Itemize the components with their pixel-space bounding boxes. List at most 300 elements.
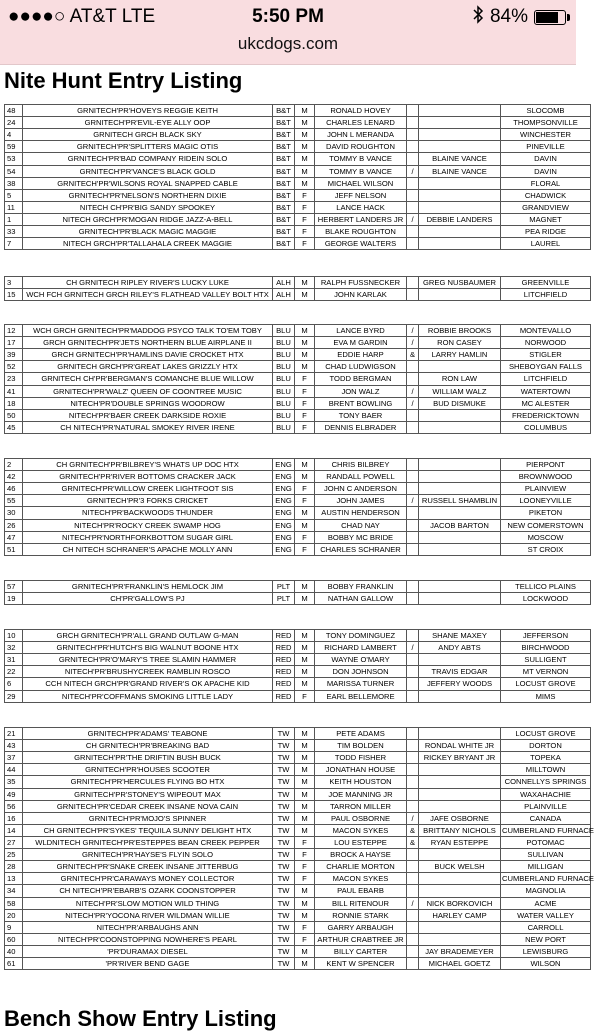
breed-cell: ALH xyxy=(273,277,295,289)
dog-name-cell: 'PR'DURAMAX DIESEL xyxy=(23,945,273,957)
dog-name-cell: GRNITECH'PR'EVIL-EYE ALLY OOP xyxy=(23,117,273,129)
city-cell: MILLIGAN xyxy=(501,861,591,873)
dog-name-cell: GRNITECH'PR'ADAMS' TEABONE xyxy=(23,728,273,740)
table-row xyxy=(5,519,591,531)
dog-name-cell: WCH FCH GRNITECH GRCH RILEY'S FLATHEAD VALLEY BOLT HTX xyxy=(23,289,273,301)
city-cell: CUMBERLAND FURNACE xyxy=(502,874,594,884)
page-title: Nite Hunt Entry Listing xyxy=(4,68,243,93)
city-cell: GREENVILLE xyxy=(501,277,591,289)
breed-cell: ENG xyxy=(273,471,295,483)
city-cell: CHADWICK xyxy=(501,189,591,201)
co-owner-cell xyxy=(419,105,501,117)
co-owner-cell xyxy=(419,226,501,238)
separator-cell xyxy=(407,909,419,921)
breed-cell: TW xyxy=(273,752,295,764)
entry-number-cell: 60 xyxy=(5,933,23,945)
breed-cell: B&T xyxy=(273,117,295,129)
breed-cell: PLT xyxy=(273,593,295,605)
table-row xyxy=(5,728,591,740)
separator-cell xyxy=(407,933,419,945)
co-owner-cell: ANDY ABTS xyxy=(419,642,501,654)
co-owner-cell xyxy=(419,933,501,945)
dog-name-cell: GRNITECH'PR'3 FORKS CRICKET xyxy=(23,495,273,507)
breed-cell: TW xyxy=(273,861,295,873)
dog-name-cell: GRNITECH GRCH'PR'GREAT LAKES GRIZZLY HTX xyxy=(23,361,273,373)
table-row xyxy=(5,945,591,957)
separator-cell xyxy=(407,666,419,678)
entry-number-cell: 12 xyxy=(5,325,23,337)
entry-number-cell: 28 xyxy=(5,861,23,873)
sex-cell: M xyxy=(295,459,315,471)
breed-cell: BLU xyxy=(273,325,295,337)
entry-number-cell: 4 xyxy=(5,129,23,141)
dog-name-cell: GRNITECH'PR'HAYSE'S FLYIN SOLO xyxy=(23,849,273,861)
table-row xyxy=(5,361,591,373)
owner-cell: CHARLIE MORTON xyxy=(315,861,407,873)
sex-cell: F xyxy=(295,531,315,543)
breed-cell: BLU xyxy=(273,361,295,373)
table-row xyxy=(5,289,591,301)
separator-cell xyxy=(407,861,419,873)
dog-name-cell: GRNITECH'PR'HOVEYS REGGIE KEITH xyxy=(23,105,273,117)
separator-cell xyxy=(407,129,419,141)
city-cell: CARROLL xyxy=(501,921,591,933)
owner-cell: BROCK A HAYSE xyxy=(315,849,407,861)
dog-name-cell: GRCH GRNITECH'PR'JETS NORTHERN BLUE AIRPLANE II xyxy=(23,337,273,349)
co-owner-cell xyxy=(419,471,501,483)
breed-cell: BLU xyxy=(273,385,295,397)
entry-number-cell: 13 xyxy=(5,873,23,885)
city-cell: TELLICO PLAINS xyxy=(501,581,591,593)
sex-cell: M xyxy=(295,277,315,289)
table-row xyxy=(5,752,591,764)
table-row xyxy=(5,373,591,385)
dog-name-cell: CH'PR'GALLOW'S PJ xyxy=(23,593,273,605)
entry-number-cell: 19 xyxy=(5,593,23,605)
dog-name-cell: GRNITECH'PR'BAD COMPANY RIDEIN SOLO xyxy=(23,153,273,165)
entry-number-cell: 54 xyxy=(5,165,23,177)
entry-number-cell: 44 xyxy=(5,764,23,776)
separator-cell xyxy=(407,409,419,421)
breed-cell: TW xyxy=(273,873,295,885)
entry-number-cell: 25 xyxy=(5,849,23,861)
battery-percent: 84% xyxy=(489,6,528,27)
dog-name-cell: WCH GRCH GRNITECH'PR'MADDOG PSYCO TALK TO'EM TOBY xyxy=(23,325,273,337)
breed-cell: B&T xyxy=(273,189,295,201)
city-cell: DAVIN xyxy=(501,165,591,177)
breed-cell: ENG xyxy=(273,531,295,543)
table-row xyxy=(5,105,591,117)
entry-number-cell: 17 xyxy=(5,337,23,349)
sex-cell: M xyxy=(295,630,315,642)
sex-cell: F xyxy=(295,397,315,409)
breed-cell: ENG xyxy=(273,507,295,519)
table-row xyxy=(5,800,591,812)
owner-cell: CHRIS BILBREY xyxy=(315,459,407,471)
breed-cell: B&T xyxy=(273,105,295,117)
table-row xyxy=(5,849,591,861)
bluetooth-icon xyxy=(473,6,484,28)
entry-group-table xyxy=(4,276,591,301)
table-row xyxy=(5,495,591,507)
city-cell: PINEVILLE xyxy=(501,141,591,153)
sex-cell: M xyxy=(295,117,315,129)
owner-cell: BOBBY FRANKLIN xyxy=(315,581,407,593)
entry-number-cell: 53 xyxy=(5,153,23,165)
dog-name-cell: GRNITECH'PR'HOUSES SCOOTER xyxy=(23,764,273,776)
co-owner-cell: BLAINE VANCE xyxy=(419,165,501,177)
entry-number-cell: 22 xyxy=(5,666,23,678)
address-bar-url[interactable]: ukcdogs.com xyxy=(237,34,339,53)
dog-name-cell: GRNITECH'PR'WILSONS ROYAL SNAPPED CABLE xyxy=(23,177,273,189)
entry-number-cell: 10 xyxy=(5,630,23,642)
breed-cell: ENG xyxy=(273,459,295,471)
sex-cell: M xyxy=(295,593,315,605)
city-cell: ST CROIX xyxy=(501,543,591,555)
sex-cell: M xyxy=(295,740,315,752)
owner-cell: KEITH HOUSTON xyxy=(315,776,407,788)
city-cell: PLAINVILLE xyxy=(501,800,591,812)
co-owner-cell xyxy=(419,873,501,885)
separator-cell: & xyxy=(407,349,419,361)
table-row xyxy=(5,531,591,543)
city-cell: LITCHFIELD xyxy=(501,289,591,301)
co-owner-cell xyxy=(419,117,501,129)
breed-cell: ALH xyxy=(273,289,295,301)
sex-cell: F xyxy=(295,873,315,885)
entry-group-table xyxy=(4,727,594,970)
entry-number-cell: 33 xyxy=(5,226,23,238)
owner-cell: JOE MANNING JR xyxy=(315,788,407,800)
separator-cell xyxy=(407,690,419,702)
dog-name-cell: NITECH'PR'ROCKY CREEK SWAMP HOG xyxy=(23,519,273,531)
entry-number-cell: 15 xyxy=(5,289,23,301)
sex-cell: F xyxy=(295,690,315,702)
co-owner-cell: BUD DISMUKE xyxy=(419,397,501,409)
sex-cell: F xyxy=(295,543,315,555)
city-cell: THOMPSONVILLE xyxy=(501,117,591,129)
entry-number-cell: 35 xyxy=(5,776,23,788)
dog-name-cell: CH GRNITECH RIPLEY RIVER'S LUCKY LUKE xyxy=(23,277,273,289)
city-cell: SULLIGENT xyxy=(501,654,591,666)
breed-cell: B&T xyxy=(273,153,295,165)
sex-cell: M xyxy=(295,105,315,117)
separator-cell: / xyxy=(407,642,419,654)
co-owner-cell: BRITTANY NICHOLS xyxy=(419,824,501,836)
owner-cell: CHAD LUDWIGSON xyxy=(315,361,407,373)
sex-cell: F xyxy=(295,226,315,238)
separator-cell: / xyxy=(407,165,419,177)
entry-number-cell: 32 xyxy=(5,642,23,654)
city-cell: LOONEYVILLE xyxy=(501,495,591,507)
sex-cell: M xyxy=(295,812,315,824)
sex-cell: M xyxy=(295,958,315,970)
sex-cell: M xyxy=(295,752,315,764)
city-cell: TOPEKA xyxy=(501,752,591,764)
sex-cell: M xyxy=(295,776,315,788)
separator-cell xyxy=(407,177,419,189)
owner-cell: WAYNE O'MARY xyxy=(315,654,407,666)
entry-number-cell: 43 xyxy=(5,740,23,752)
city-cell: WATER VALLEY xyxy=(501,909,591,921)
separator-cell: / xyxy=(407,812,419,824)
dog-name-cell: NITECH'PR'NORTHFORKBOTTOM SUGAR GIRL xyxy=(23,531,273,543)
dog-name-cell: GRNITECH'PR'RIVER BOTTOMS CRACKER JACK xyxy=(23,471,273,483)
separator-cell xyxy=(407,654,419,666)
city-cell: MOSCOW xyxy=(501,531,591,543)
entry-number-cell: 7 xyxy=(5,238,23,250)
table-row xyxy=(5,153,591,165)
owner-cell: MACON SYKES xyxy=(315,824,407,836)
separator-cell xyxy=(407,483,419,495)
owner-cell: GARRY ARBAUGH xyxy=(315,921,407,933)
sex-cell: F xyxy=(295,483,315,495)
breed-cell: TW xyxy=(273,776,295,788)
table-row xyxy=(5,897,591,909)
dog-name-cell: NITECH'PR'BAER CREEK DARKSIDE ROXIE xyxy=(23,409,273,421)
dog-name-cell: CCH NITECH GRCH'PR'GRAND RIVER'S OK APACHE KID xyxy=(23,678,273,690)
co-owner-cell xyxy=(419,421,501,433)
owner-cell: TONY BAER xyxy=(315,409,407,421)
entry-number-cell: 11 xyxy=(5,201,23,213)
table-row xyxy=(5,788,591,800)
breed-cell: B&T xyxy=(273,129,295,141)
entry-number-cell: 61 xyxy=(5,958,23,970)
owner-cell: TARRON MILLER xyxy=(315,800,407,812)
co-owner-cell: RYAN ESTEPPE xyxy=(419,836,501,848)
co-owner-cell xyxy=(419,654,501,666)
sex-cell: M xyxy=(295,654,315,666)
co-owner-cell xyxy=(419,129,501,141)
breed-cell: TW xyxy=(273,824,295,836)
owner-cell: DENNIS ELBRADER xyxy=(315,421,407,433)
table-row xyxy=(5,885,591,897)
breed-cell: TW xyxy=(273,885,295,897)
separator-cell xyxy=(407,117,419,129)
city-cell: CANADA xyxy=(501,812,591,824)
owner-cell: JOHN L MERANDA xyxy=(315,129,407,141)
city-cell: SULLIVAN xyxy=(501,849,591,861)
dog-name-cell: GRNITECH'PR'WILLOW CREEK LIGHTFOOT SIS xyxy=(23,483,273,495)
entry-number-cell: 34 xyxy=(5,885,23,897)
owner-cell: JOHN C ANDERSON xyxy=(315,483,407,495)
table-row xyxy=(5,325,591,337)
table-row xyxy=(5,654,591,666)
dog-name-cell: CH GRNITECH'PR'BREAKING BAD xyxy=(23,740,273,752)
breed-cell: TW xyxy=(273,897,295,909)
city-cell: GRANDVIEW xyxy=(501,201,591,213)
owner-cell: TIM BOLDEN xyxy=(315,740,407,752)
sex-cell: M xyxy=(295,507,315,519)
co-owner-cell xyxy=(419,459,501,471)
entry-number-cell: 24 xyxy=(5,117,23,129)
entry-number-cell: 38 xyxy=(5,177,23,189)
separator-cell xyxy=(407,153,419,165)
dog-name-cell: GRNITECH'PR'NELSON'S NORTHERN DIXIE xyxy=(23,189,273,201)
co-owner-cell: BLAINE VANCE xyxy=(419,153,501,165)
entry-number-cell: 9 xyxy=(5,921,23,933)
co-owner-cell xyxy=(419,849,501,861)
city-cell: WAXAHACHIE xyxy=(501,788,591,800)
breed-cell: TW xyxy=(273,933,295,945)
dog-name-cell: CH NITECH'PR'EBARB'S OZARK COONSTOPPER xyxy=(23,885,273,897)
separator-cell xyxy=(407,373,419,385)
table-row xyxy=(5,642,591,654)
sex-cell: M xyxy=(295,824,315,836)
city-cell: LEWISBURG xyxy=(501,945,591,957)
sex-cell: M xyxy=(295,945,315,957)
owner-cell: LANCE HACK xyxy=(315,201,407,213)
city-cell: POTOMAC xyxy=(501,836,591,848)
separator-cell: / xyxy=(407,897,419,909)
entry-number-cell: 23 xyxy=(5,373,23,385)
city-cell: CONNELLYS SPRINGS xyxy=(501,776,591,788)
owner-cell: JOHN JAMES xyxy=(315,495,407,507)
owner-cell: TONY DOMINGUEZ xyxy=(315,630,407,642)
city-cell: LITCHFIELD xyxy=(501,373,591,385)
breed-cell: TW xyxy=(273,849,295,861)
entry-number-cell: 48 xyxy=(5,105,23,117)
sex-cell: M xyxy=(295,788,315,800)
entry-number-cell: 26 xyxy=(5,519,23,531)
entry-number-cell: 40 xyxy=(5,945,23,957)
entry-number-cell: 52 xyxy=(5,361,23,373)
table-row xyxy=(5,177,591,189)
owner-cell: DON JOHNSON xyxy=(315,666,407,678)
entry-number-cell: 42 xyxy=(5,471,23,483)
co-owner-cell: DEBBIE LANDERS xyxy=(419,213,501,225)
separator-cell xyxy=(407,630,419,642)
dog-name-cell: NITECH'PR'YOCONA RIVER WILDMAN WILLIE xyxy=(23,909,273,921)
co-owner-cell xyxy=(419,543,501,555)
breed-cell: RED xyxy=(273,654,295,666)
breed-cell: TW xyxy=(273,958,295,970)
sex-cell: M xyxy=(295,325,315,337)
separator-cell: & xyxy=(407,824,419,836)
city-cell: BROWNWOOD xyxy=(501,471,591,483)
dog-name-cell: NITECH'PR'ARBAUGHS ANN xyxy=(23,921,273,933)
separator-cell xyxy=(407,459,419,471)
table-row xyxy=(5,201,591,213)
co-owner-cell xyxy=(419,788,501,800)
co-owner-cell xyxy=(419,764,501,776)
breed-cell: RED xyxy=(273,666,295,678)
owner-cell: JON WALZ xyxy=(315,385,407,397)
dog-name-cell: GRNITECH'PR'VANCE'S BLACK GOLD xyxy=(23,165,273,177)
sex-cell: M xyxy=(295,800,315,812)
breed-cell: BLU xyxy=(273,349,295,361)
owner-cell: RONALD HOVEY xyxy=(315,105,407,117)
city-cell: MONTEVALLO xyxy=(501,325,591,337)
entry-number-cell: 37 xyxy=(5,752,23,764)
table-row xyxy=(5,238,591,250)
city-cell: ACME xyxy=(501,897,591,909)
separator-cell xyxy=(407,958,419,970)
table-row xyxy=(5,277,591,289)
city-cell: MILLTOWN xyxy=(501,764,591,776)
entry-number-cell: 41 xyxy=(5,385,23,397)
co-owner-cell xyxy=(419,141,501,153)
table-row xyxy=(5,385,591,397)
separator-cell xyxy=(407,678,419,690)
table-row xyxy=(5,593,591,605)
co-owner-cell xyxy=(419,776,501,788)
dog-name-cell: NITECH'PR'BACKWOODS THUNDER xyxy=(23,507,273,519)
sex-cell: M xyxy=(295,153,315,165)
separator-cell xyxy=(407,238,419,250)
co-owner-cell: LARRY HAMLIN xyxy=(419,349,501,361)
owner-cell: JONATHAN HOUSE xyxy=(315,764,407,776)
owner-cell: TODD BERGMAN xyxy=(315,373,407,385)
dog-name-cell: GRNITECH'PR'SPLITTERS MAGIC OTIS xyxy=(23,141,273,153)
table-row xyxy=(5,507,591,519)
co-owner-cell: JACOB BARTON xyxy=(419,519,501,531)
separator-cell xyxy=(407,141,419,153)
entry-group-table xyxy=(4,104,591,250)
separator-cell xyxy=(407,873,419,885)
entry-group-table xyxy=(4,458,591,556)
owner-cell: TOMMY B VANCE xyxy=(315,153,407,165)
breed-cell: RED xyxy=(273,642,295,654)
separator-cell xyxy=(407,201,419,213)
city-cell: WILSON xyxy=(501,958,591,970)
entry-number-cell: 5 xyxy=(5,189,23,201)
table-row xyxy=(5,764,591,776)
table-row xyxy=(5,409,591,421)
dog-name-cell: GRNITECH'PR'SNAKE CREEK INSANE JITTERBUG xyxy=(23,861,273,873)
co-owner-cell xyxy=(419,189,501,201)
sex-cell: M xyxy=(295,728,315,740)
entry-number-cell: 59 xyxy=(5,141,23,153)
separator-cell xyxy=(407,740,419,752)
city-cell: NORWOOD xyxy=(501,337,591,349)
separator-cell xyxy=(407,189,419,201)
separator-cell xyxy=(407,752,419,764)
table-row xyxy=(5,213,591,225)
separator-cell xyxy=(407,581,419,593)
sex-cell: F xyxy=(295,189,315,201)
owner-cell: MACON SYKES xyxy=(315,873,407,885)
separator-cell xyxy=(407,421,419,433)
separator-cell: / xyxy=(407,213,419,225)
separator-cell: / xyxy=(407,397,419,409)
sex-cell: F xyxy=(295,238,315,250)
dog-name-cell: GRNITECH'PR'MOJO'S SPINNER xyxy=(23,812,273,824)
dog-name-cell: WLDNITECH GRNITECH'PR'ESTEPPES BEAN CREEK PEPPER xyxy=(23,836,273,848)
owner-cell: RONNIE STARK xyxy=(315,909,407,921)
entry-number-cell: 55 xyxy=(5,495,23,507)
owner-cell: JEFF NELSON xyxy=(315,189,407,201)
sex-cell: F xyxy=(295,213,315,225)
entry-number-cell: 29 xyxy=(5,690,23,702)
separator-cell: / xyxy=(407,385,419,397)
dog-name-cell: GRCH GRNITECH'PR'HAMLINS DAVIE CROCKET HTX xyxy=(23,349,273,361)
sex-cell: F xyxy=(295,861,315,873)
city-cell: PIERPONT xyxy=(501,459,591,471)
separator-cell xyxy=(407,226,419,238)
sex-cell: M xyxy=(295,581,315,593)
breed-cell: RED xyxy=(273,630,295,642)
separator-cell xyxy=(407,945,419,957)
table-row xyxy=(5,861,591,873)
status-right xyxy=(473,6,566,28)
co-owner-cell: NICK BORKOVICH xyxy=(419,897,501,909)
co-owner-cell xyxy=(419,531,501,543)
breed-cell: TW xyxy=(273,764,295,776)
sex-cell: M xyxy=(295,361,315,373)
co-owner-cell xyxy=(419,409,501,421)
dog-name-cell: CH NITECH'PR'NATURAL SMOKEY RIVER IRENE xyxy=(23,421,273,433)
